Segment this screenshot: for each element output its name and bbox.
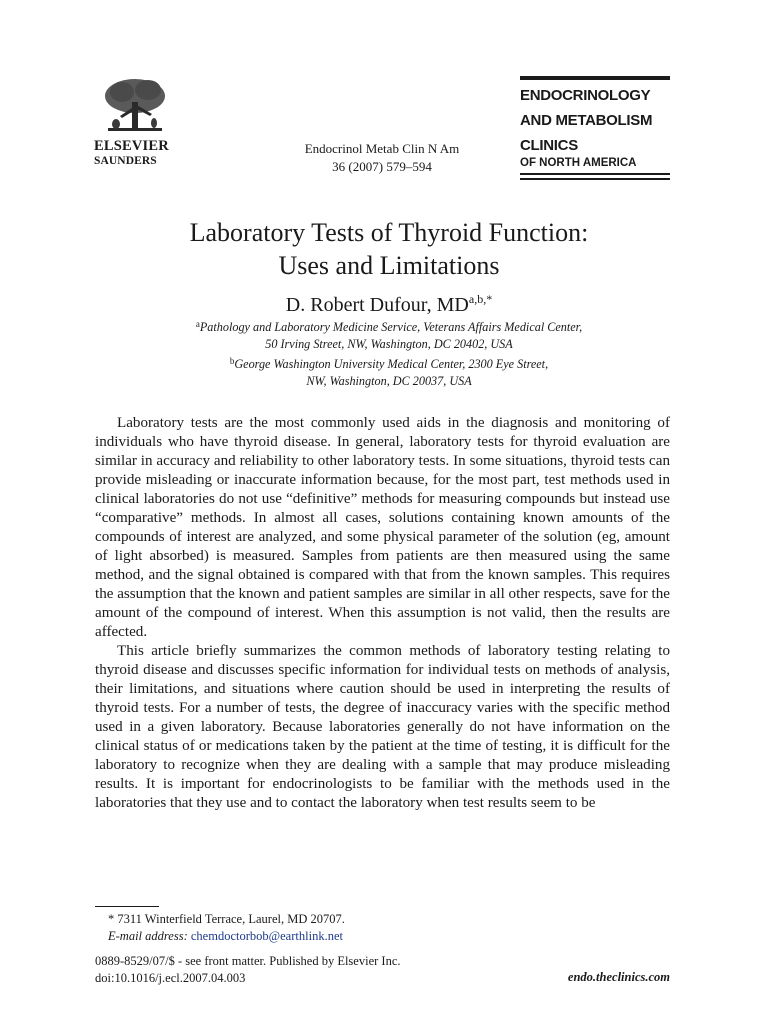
affiliation-a-line2: 50 Irving Street, NW, Washington, DC 20402, USA [265, 337, 513, 351]
footnote-mark: * [108, 912, 115, 926]
masthead-line4: OF NORTH AMERICA [520, 157, 637, 169]
article-author [94, 287, 684, 317]
affiliations [94, 316, 684, 390]
affiliation-mark: a [195, 319, 200, 329]
issn-line: 0889-8529/07/$ - see front matter. Published by Elsevier Inc. [95, 954, 401, 968]
article-body [95, 414, 670, 813]
masthead-rule-bottom [520, 173, 670, 175]
masthead-line3: CLINICS [520, 137, 578, 154]
masthead-rule-top [520, 76, 670, 80]
publisher-imprint: SAUNDERS [94, 155, 157, 167]
affiliation-b-line2: NW, Washington, DC 20037, USA [306, 374, 472, 388]
masthead-rule-bottom-2 [520, 178, 670, 180]
masthead-line2: AND METABOLISM [520, 112, 653, 129]
body-paragraph-2: This article briefly summarizes the common methods of laboratory testing relating to thyroid disease and discusses specific information for individual tests on methods of analysis, their limitations, and situations where caution should be used in interpreting the results of thyroid tests. For a number of tests, the degree of inaccuracy varies with the specific method used in a given laboratory. Because laboratories generally do not have information on the clinical status of or medications taken by the patient at the time of testing, it is difficult for the laboratory to recognize when they are dealing with a sample that may produce misleading results. It is important for endocrinologists to be familiar with the methods used in the laboratories that they use and to contact the laboratory when test results seem to be [95, 643, 670, 811]
publisher-name: ELSEVIER [94, 138, 169, 154]
article-title [94, 216, 684, 282]
affiliation-a-line1: $^a$Pathology and Laboratory Medicine Service, Veterans Affairs Medical Center, [195, 319, 583, 334]
footnote-rule [95, 906, 159, 907]
masthead-line1: ENDOCRINOLOGY [520, 87, 651, 104]
publication-info [95, 953, 401, 987]
citation-journal: Endocrinol Metab Clin N Am [304, 141, 460, 156]
affiliation-mark: b [229, 356, 235, 366]
citation-volume: 36 (2007) 579–594 [332, 159, 432, 174]
footnote-address-line [108, 911, 345, 928]
title-line-1: Laboratory Tests of Thyroid Function: [189, 218, 589, 247]
journal-website[interactable]: endo.theclinics.com [567, 970, 670, 984]
publisher-logo [94, 76, 174, 176]
doi-line: doi:10.1016/j.ecl.2007.04.003 [95, 971, 246, 985]
journal-masthead [520, 76, 670, 180]
journal-citation [262, 140, 502, 176]
body-paragraph-1: Laboratory tests are the most commonly used aids in the diagnosis and monitoring of individuals who have thyroid disease. In general, laboratory tests for thyroid evaluation are similar in accuracy and reliability to other laboratory tests. In some situations, thyroid tests can provide misleading or inaccurate information because, for the most part, test methods used in clinical laboratories do not use “definitive” methods for measuring compounds but instead use “comparative” methods. In almost all cases, solutions containing known amounts of the compounds of interest are analyzed, and some physical parameter of the solution (eg, amount of light absorbed) is measured. Samples from patients are then measured using the same method, and the signal obtained is compared with that from the known samples. This requires the assumption that the known and patient samples are similar in all other respects, save for the amount of the compound of interest. When this assumption is not valid, then the results are affected. [95, 415, 670, 640]
footnote-address: 7311 Winterfield Terrace, Laurel, MD 20707. [117, 912, 345, 926]
email-link[interactable]: chemdoctorbob@earthlink.net [190, 929, 343, 943]
affiliation-b-line1: $^b$George Washington University Medical Center, 2300 Eye Street, [229, 356, 549, 371]
title-line-2: Uses and Limitations [278, 251, 500, 280]
footnote-email-line [108, 928, 345, 945]
elsevier-tree-icon [102, 76, 168, 136]
author-name: D. Robert Dufour, MD [285, 294, 469, 316]
email-label: E-mail address: [108, 929, 188, 943]
footnote [108, 911, 345, 945]
author-affiliation-marks: a,b,* [468, 292, 493, 306]
